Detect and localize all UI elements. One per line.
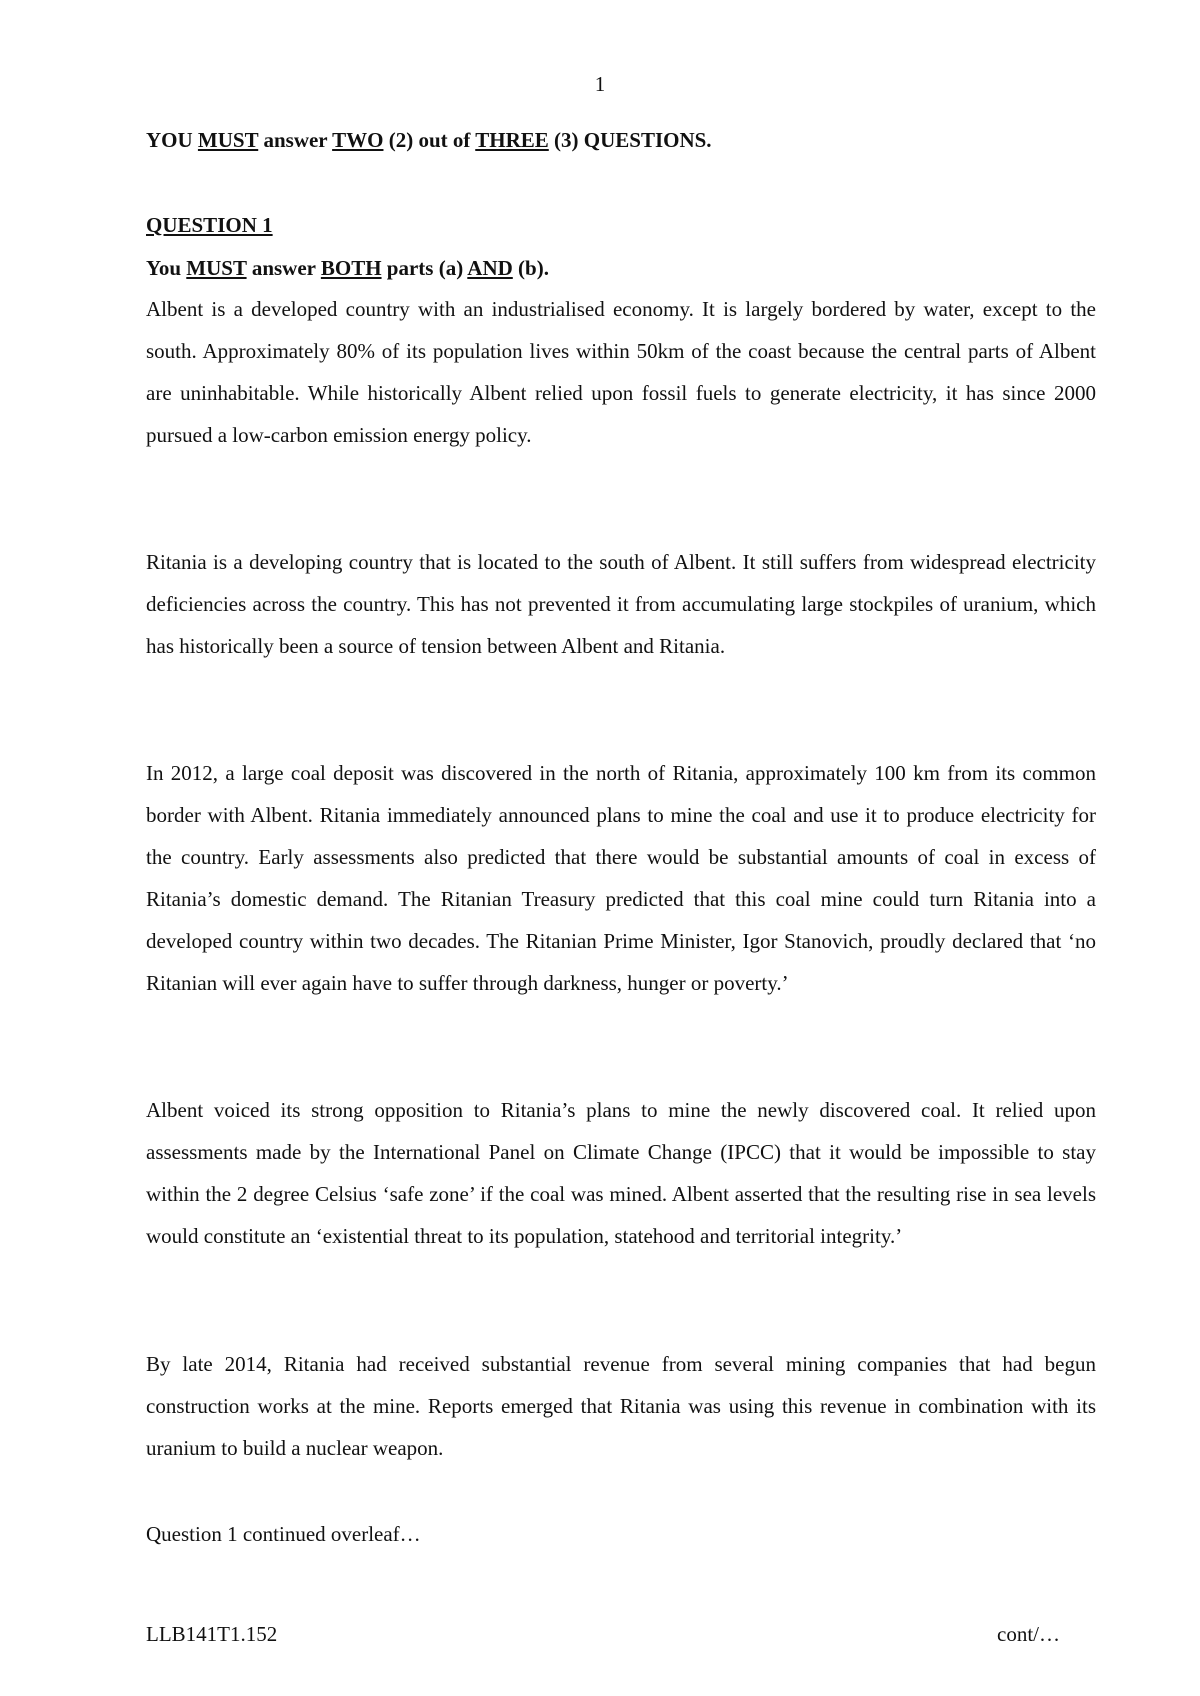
paragraph-coal-discovery: In 2012, a large coal deposit was discovered in the north of Ritania, approximately 100 km from its common border with Albent. Ritania immediately announced plans to mine the coal and use it to produce electricity for the country. Early assessments also predicted that there would be substantial amounts of coal in excess of Ritania’s domestic demand. The Ritanian Treasury predicted that this coal mine could turn Ritania into a developed country within two decades. The Ritanian Prime Minister, Igor Stanovich, proudly declared that ‘no Ritanian will ever again have to suffer through darkness, hunger or poverty.’ xyxy=(146,761,1096,995)
paragraph-albent-opposition: Albent voiced its strong opposition to Ritania’s plans to mine the newly discovered coal. It relied upon assessments made by the International Panel on Climate Change (IPCC) that it would be impossible to stay within the 2 degree Celsius ‘safe zone’ if the coal was mined. Albent asserted that the resulting rise in sea levels would constitute an ‘existential threat to its population, statehood and territorial integrity.’ xyxy=(146,1098,1096,1248)
exam-instruction: YOU MUST answer TWO (2) out of THREE (3) QUESTIONS. xyxy=(146,128,712,152)
paragraph-albent: Albent is a developed country with an industrialised economy. It is largely bordered by water, except to the south. Approximately 80% of its population lives within 50km of the coast because the central parts of Albent are uninhabitable. While historically Albent relied upon fossil fuels to generate electricity, it has since 2000 pursued a low-carbon emission energy policy. xyxy=(146,297,1096,447)
instruction-must: MUST xyxy=(197,128,259,152)
instruction-two: TWO xyxy=(332,128,384,152)
paragraph-nuclear-reports: By late 2014, Ritania had received substantial revenue from several mining companies that had begun construction works at the mine. Reports emerged that Ritania was using this revenue in combination with its uranium to build a nuclear weapon. xyxy=(146,1352,1096,1460)
footer-cont: cont/… xyxy=(997,1622,1060,1646)
paragraph-ritania: Ritania is a developing country that is located to the south of Albent. It still suffers from widespread electricity deficiencies across the country. This has not prevented it from accumulating large stockpiles of uranium, which has historically been a source of tension between Albent and Ritania. xyxy=(146,550,1096,658)
instruction-three: THREE xyxy=(475,128,549,152)
question-subinstruction: You MUST answer BOTH parts (a) AND (b). xyxy=(146,256,549,280)
footer-course-code: LLB141T1.152 xyxy=(146,1622,278,1646)
continued-note: Question 1 continued overleaf… xyxy=(146,1522,421,1546)
page-number: 1 xyxy=(594,72,606,96)
question-title: QUESTION 1 xyxy=(146,213,273,237)
